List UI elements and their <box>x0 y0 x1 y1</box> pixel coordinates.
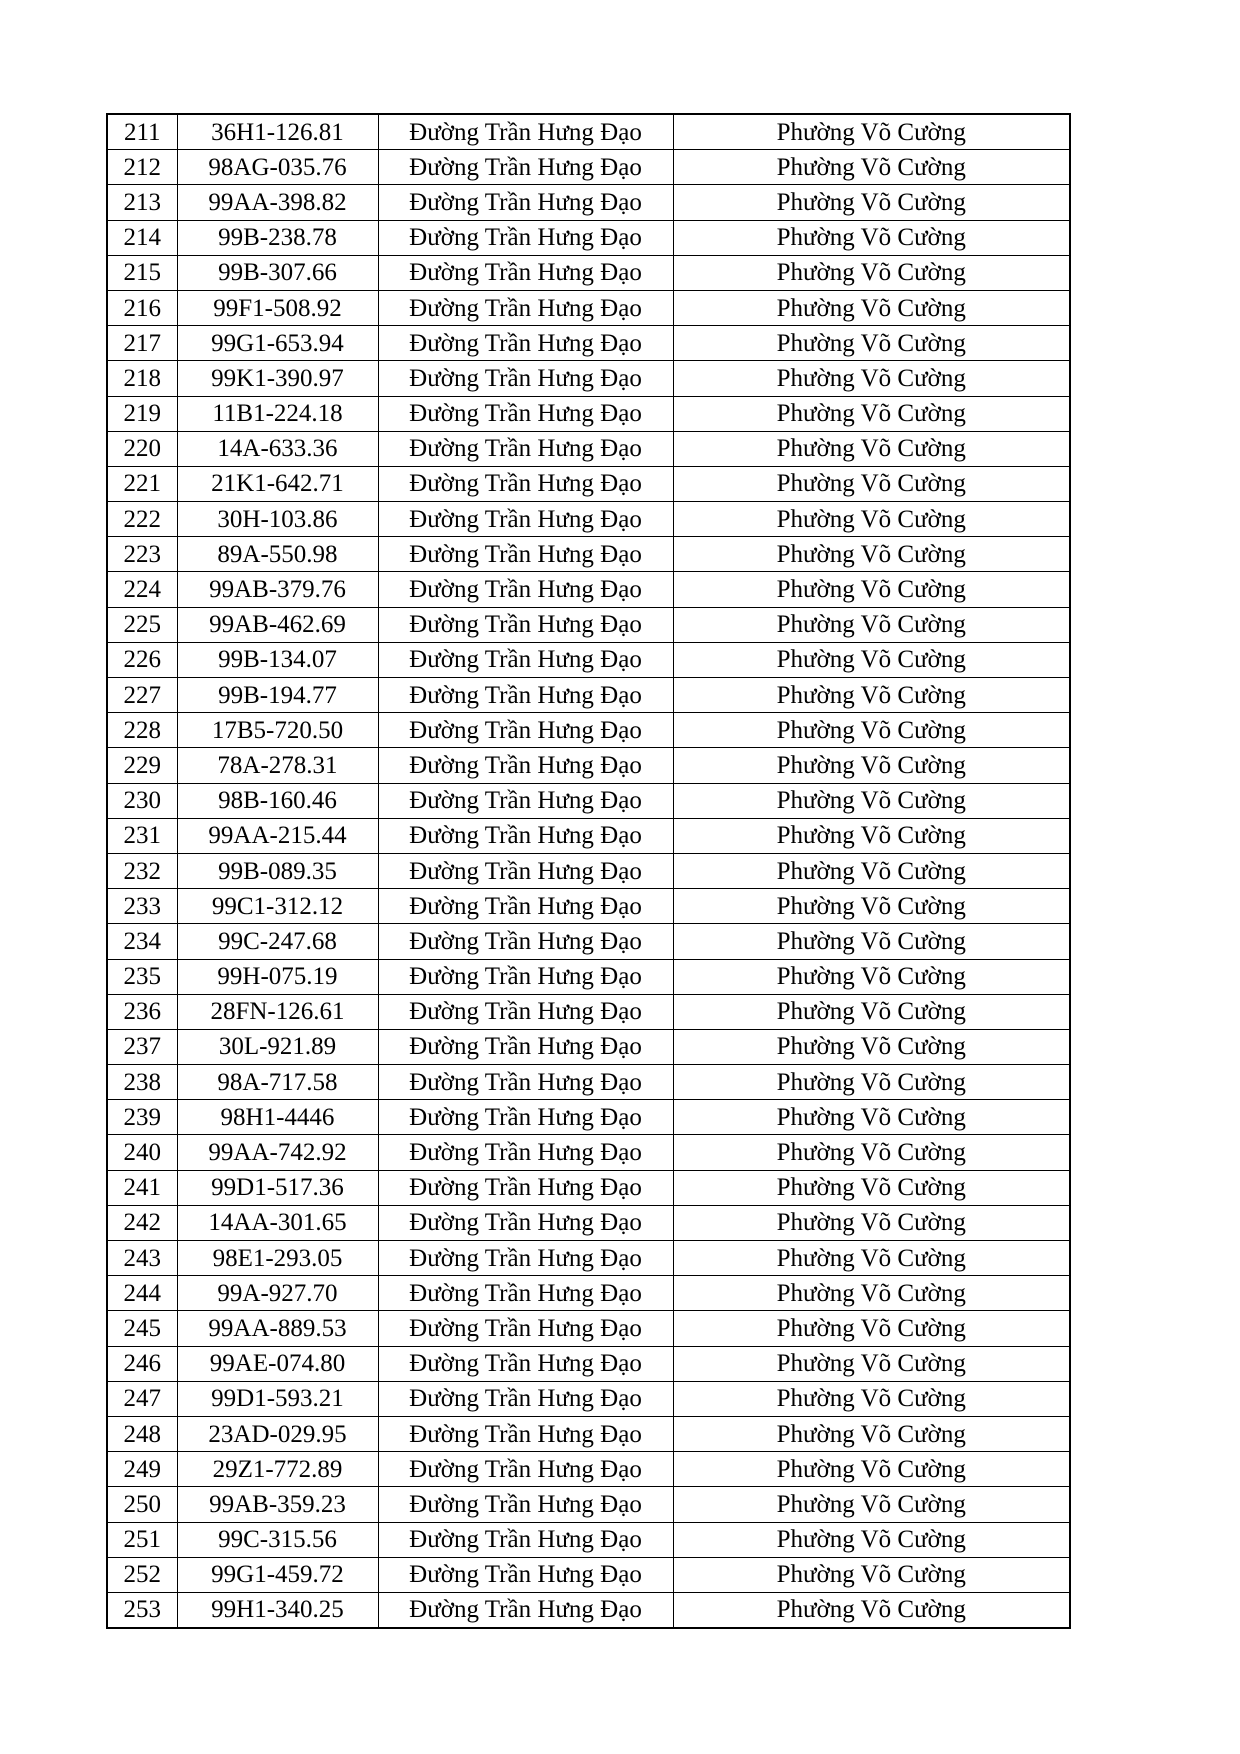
row-number-cell: 234 <box>107 924 177 959</box>
row-number-cell: 221 <box>107 466 177 501</box>
license-plate-cell: 99C-247.68 <box>177 924 378 959</box>
table-row <box>107 1100 1070 1135</box>
ward-cell: Phường Võ Cường <box>673 818 1070 853</box>
license-plate-cell: 99A-927.70 <box>177 1276 378 1311</box>
license-plate-cell: 99B-194.77 <box>177 678 378 713</box>
ward-cell: Phường Võ Cường <box>673 1276 1070 1311</box>
street-cell: Đường Trần Hưng Đạo <box>378 1276 673 1311</box>
license-plate-cell: 98H1-4446 <box>177 1100 378 1135</box>
ward-cell: Phường Võ Cường <box>673 1522 1070 1557</box>
ward-cell: Phường Võ Cường <box>673 748 1070 783</box>
license-plate-cell: 98B-160.46 <box>177 783 378 818</box>
row-number-cell: 212 <box>107 150 177 185</box>
row-number-cell: 241 <box>107 1170 177 1205</box>
row-number-cell: 220 <box>107 431 177 466</box>
license-plate-cell: 99B-089.35 <box>177 853 378 888</box>
table-row <box>107 255 1070 290</box>
row-number-cell: 217 <box>107 326 177 361</box>
row-number-cell: 246 <box>107 1346 177 1381</box>
street-cell: Đường Trần Hưng Đạo <box>378 220 673 255</box>
license-plate-cell: 23AD-029.95 <box>177 1416 378 1451</box>
table-row <box>107 1135 1070 1170</box>
row-number-cell: 238 <box>107 1065 177 1100</box>
ward-cell: Phường Võ Cường <box>673 150 1070 185</box>
ward-cell: Phường Võ Cường <box>673 396 1070 431</box>
street-cell: Đường Trần Hưng Đạo <box>378 361 673 396</box>
table-row <box>107 1557 1070 1592</box>
ward-cell: Phường Võ Cường <box>673 361 1070 396</box>
license-plate-cell: 99AB-379.76 <box>177 572 378 607</box>
row-number-cell: 240 <box>107 1135 177 1170</box>
street-cell: Đường Trần Hưng Đạo <box>378 396 673 431</box>
street-cell: Đường Trần Hưng Đạo <box>378 889 673 924</box>
license-plate-cell: 98A-717.58 <box>177 1065 378 1100</box>
table-row <box>107 361 1070 396</box>
street-cell: Đường Trần Hưng Đạo <box>378 924 673 959</box>
street-cell: Đường Trần Hưng Đạo <box>378 114 673 150</box>
table-row <box>107 748 1070 783</box>
row-number-cell: 233 <box>107 889 177 924</box>
row-number-cell: 249 <box>107 1452 177 1487</box>
street-cell: Đường Trần Hưng Đạo <box>378 1135 673 1170</box>
table-row <box>107 290 1070 325</box>
row-number-cell: 223 <box>107 537 177 572</box>
table-row <box>107 502 1070 537</box>
license-plate-cell: 29Z1-772.89 <box>177 1452 378 1487</box>
license-plate-cell: 28FN-126.61 <box>177 994 378 1029</box>
vehicle-plate-table <box>106 113 1071 1629</box>
ward-cell: Phường Võ Cường <box>673 1135 1070 1170</box>
table-row <box>107 1346 1070 1381</box>
table-row <box>107 537 1070 572</box>
license-plate-cell: 99AA-398.82 <box>177 185 378 220</box>
ward-cell: Phường Võ Cường <box>673 255 1070 290</box>
license-plate-cell: 98AG-035.76 <box>177 150 378 185</box>
license-plate-cell: 14AA-301.65 <box>177 1205 378 1240</box>
ward-cell: Phường Võ Cường <box>673 924 1070 959</box>
row-number-cell: 252 <box>107 1557 177 1592</box>
street-cell: Đường Trần Hưng Đạo <box>378 1346 673 1381</box>
row-number-cell: 236 <box>107 994 177 1029</box>
row-number-cell: 215 <box>107 255 177 290</box>
ward-cell: Phường Võ Cường <box>673 783 1070 818</box>
street-cell: Đường Trần Hưng Đạo <box>378 678 673 713</box>
license-plate-cell: 99AA-889.53 <box>177 1311 378 1346</box>
street-cell: Đường Trần Hưng Đạo <box>378 748 673 783</box>
table-row <box>107 818 1070 853</box>
street-cell: Đường Trần Hưng Đạo <box>378 537 673 572</box>
ward-cell: Phường Võ Cường <box>673 959 1070 994</box>
table-row <box>107 220 1070 255</box>
ward-cell: Phường Võ Cường <box>673 220 1070 255</box>
street-cell: Đường Trần Hưng Đạo <box>378 326 673 361</box>
row-number-cell: 248 <box>107 1416 177 1451</box>
ward-cell: Phường Võ Cường <box>673 607 1070 642</box>
street-cell: Đường Trần Hưng Đạo <box>378 431 673 466</box>
table-row <box>107 572 1070 607</box>
row-number-cell: 211 <box>107 114 177 150</box>
license-plate-cell: 99B-238.78 <box>177 220 378 255</box>
license-plate-cell: 99B-307.66 <box>177 255 378 290</box>
table-row <box>107 1065 1070 1100</box>
row-number-cell: 250 <box>107 1487 177 1522</box>
table-row <box>107 1276 1070 1311</box>
row-number-cell: 229 <box>107 748 177 783</box>
street-cell: Đường Trần Hưng Đạo <box>378 1381 673 1416</box>
street-cell: Đường Trần Hưng Đạo <box>378 853 673 888</box>
street-cell: Đường Trần Hưng Đạo <box>378 1100 673 1135</box>
table-row <box>107 853 1070 888</box>
ward-cell: Phường Võ Cường <box>673 326 1070 361</box>
ward-cell: Phường Võ Cường <box>673 185 1070 220</box>
table-row <box>107 1029 1070 1064</box>
ward-cell: Phường Võ Cường <box>673 1557 1070 1592</box>
ward-cell: Phường Võ Cường <box>673 1065 1070 1100</box>
street-cell: Đường Trần Hưng Đạo <box>378 185 673 220</box>
license-plate-cell: 99G1-653.94 <box>177 326 378 361</box>
street-cell: Đường Trần Hưng Đạo <box>378 994 673 1029</box>
table-row <box>107 959 1070 994</box>
row-number-cell: 213 <box>107 185 177 220</box>
street-cell: Đường Trần Hưng Đạo <box>378 1557 673 1592</box>
street-cell: Đường Trần Hưng Đạo <box>378 1452 673 1487</box>
license-plate-cell: 36H1-126.81 <box>177 114 378 150</box>
table-row <box>107 1170 1070 1205</box>
license-plate-cell: 14A-633.36 <box>177 431 378 466</box>
license-plate-cell: 89A-550.98 <box>177 537 378 572</box>
ward-cell: Phường Võ Cường <box>673 678 1070 713</box>
row-number-cell: 237 <box>107 1029 177 1064</box>
ward-cell: Phường Võ Cường <box>673 889 1070 924</box>
street-cell: Đường Trần Hưng Đạo <box>378 1487 673 1522</box>
street-cell: Đường Trần Hưng Đạo <box>378 1205 673 1240</box>
street-cell: Đường Trần Hưng Đạo <box>378 642 673 677</box>
table-row <box>107 924 1070 959</box>
license-plate-cell: 99C-315.56 <box>177 1522 378 1557</box>
table-row <box>107 185 1070 220</box>
ward-cell: Phường Võ Cường <box>673 1487 1070 1522</box>
license-plate-cell: 99C1-312.12 <box>177 889 378 924</box>
street-cell: Đường Trần Hưng Đạo <box>378 502 673 537</box>
table-row <box>107 713 1070 748</box>
ward-cell: Phường Võ Cường <box>673 1241 1070 1276</box>
ward-cell: Phường Võ Cường <box>673 1311 1070 1346</box>
street-cell: Đường Trần Hưng Đạo <box>378 1065 673 1100</box>
row-number-cell: 214 <box>107 220 177 255</box>
license-plate-cell: 99AB-359.23 <box>177 1487 378 1522</box>
row-number-cell: 222 <box>107 502 177 537</box>
license-plate-cell: 11B1-224.18 <box>177 396 378 431</box>
ward-cell: Phường Võ Cường <box>673 537 1070 572</box>
ward-cell: Phường Võ Cường <box>673 572 1070 607</box>
street-cell: Đường Trần Hưng Đạo <box>378 150 673 185</box>
table-body <box>107 114 1070 1628</box>
table-row <box>107 396 1070 431</box>
street-cell: Đường Trần Hưng Đạo <box>378 572 673 607</box>
row-number-cell: 235 <box>107 959 177 994</box>
license-plate-cell: 30H-103.86 <box>177 502 378 537</box>
street-cell: Đường Trần Hưng Đạo <box>378 1592 673 1628</box>
row-number-cell: 239 <box>107 1100 177 1135</box>
table-row <box>107 1487 1070 1522</box>
street-cell: Đường Trần Hưng Đạo <box>378 1170 673 1205</box>
ward-cell: Phường Võ Cường <box>673 1452 1070 1487</box>
license-plate-cell: 99AE-074.80 <box>177 1346 378 1381</box>
ward-cell: Phường Võ Cường <box>673 114 1070 150</box>
ward-cell: Phường Võ Cường <box>673 713 1070 748</box>
ward-cell: Phường Võ Cường <box>673 1381 1070 1416</box>
row-number-cell: 218 <box>107 361 177 396</box>
license-plate-cell: 99G1-459.72 <box>177 1557 378 1592</box>
row-number-cell: 231 <box>107 818 177 853</box>
ward-cell: Phường Võ Cường <box>673 290 1070 325</box>
license-plate-cell: 21K1-642.71 <box>177 466 378 501</box>
table-row <box>107 150 1070 185</box>
row-number-cell: 253 <box>107 1592 177 1628</box>
license-plate-cell: 99H-075.19 <box>177 959 378 994</box>
row-number-cell: 243 <box>107 1241 177 1276</box>
ward-cell: Phường Võ Cường <box>673 1346 1070 1381</box>
table-row <box>107 607 1070 642</box>
table-row <box>107 1311 1070 1346</box>
row-number-cell: 226 <box>107 642 177 677</box>
table-row <box>107 1205 1070 1240</box>
street-cell: Đường Trần Hưng Đạo <box>378 713 673 748</box>
street-cell: Đường Trần Hưng Đạo <box>378 466 673 501</box>
table-row <box>107 1452 1070 1487</box>
street-cell: Đường Trần Hưng Đạo <box>378 290 673 325</box>
table-row <box>107 326 1070 361</box>
ward-cell: Phường Võ Cường <box>673 1205 1070 1240</box>
street-cell: Đường Trần Hưng Đạo <box>378 783 673 818</box>
street-cell: Đường Trần Hưng Đạo <box>378 607 673 642</box>
ward-cell: Phường Võ Cường <box>673 642 1070 677</box>
table-row <box>107 678 1070 713</box>
street-cell: Đường Trần Hưng Đạo <box>378 1311 673 1346</box>
license-plate-cell: 99AB-462.69 <box>177 607 378 642</box>
street-cell: Đường Trần Hưng Đạo <box>378 1029 673 1064</box>
ward-cell: Phường Võ Cường <box>673 994 1070 1029</box>
ward-cell: Phường Võ Cường <box>673 1170 1070 1205</box>
license-plate-cell: 99F1-508.92 <box>177 290 378 325</box>
license-plate-cell: 78A-278.31 <box>177 748 378 783</box>
ward-cell: Phường Võ Cường <box>673 466 1070 501</box>
table-row <box>107 431 1070 466</box>
row-number-cell: 245 <box>107 1311 177 1346</box>
row-number-cell: 242 <box>107 1205 177 1240</box>
table-row <box>107 889 1070 924</box>
row-number-cell: 228 <box>107 713 177 748</box>
table-row <box>107 1381 1070 1416</box>
row-number-cell: 224 <box>107 572 177 607</box>
ward-cell: Phường Võ Cường <box>673 1592 1070 1628</box>
license-plate-cell: 98E1-293.05 <box>177 1241 378 1276</box>
row-number-cell: 227 <box>107 678 177 713</box>
table-row <box>107 1592 1070 1628</box>
ward-cell: Phường Võ Cường <box>673 853 1070 888</box>
row-number-cell: 244 <box>107 1276 177 1311</box>
table-row <box>107 783 1070 818</box>
ward-cell: Phường Võ Cường <box>673 1029 1070 1064</box>
row-number-cell: 251 <box>107 1522 177 1557</box>
ward-cell: Phường Võ Cường <box>673 1416 1070 1451</box>
license-plate-cell: 17B5-720.50 <box>177 713 378 748</box>
license-plate-cell: 99K1-390.97 <box>177 361 378 396</box>
license-plate-cell: 99AA-742.92 <box>177 1135 378 1170</box>
table-row <box>107 466 1070 501</box>
street-cell: Đường Trần Hưng Đạo <box>378 1522 673 1557</box>
row-number-cell: 230 <box>107 783 177 818</box>
street-cell: Đường Trần Hưng Đạo <box>378 255 673 290</box>
license-plate-cell: 99AA-215.44 <box>177 818 378 853</box>
row-number-cell: 216 <box>107 290 177 325</box>
license-plate-cell: 30L-921.89 <box>177 1029 378 1064</box>
license-plate-cell: 99B-134.07 <box>177 642 378 677</box>
ward-cell: Phường Võ Cường <box>673 1100 1070 1135</box>
table-row <box>107 1522 1070 1557</box>
table-row <box>107 1241 1070 1276</box>
row-number-cell: 219 <box>107 396 177 431</box>
table-row <box>107 994 1070 1029</box>
ward-cell: Phường Võ Cường <box>673 502 1070 537</box>
ward-cell: Phường Võ Cường <box>673 431 1070 466</box>
license-plate-cell: 99H1-340.25 <box>177 1592 378 1628</box>
table-row <box>107 642 1070 677</box>
row-number-cell: 247 <box>107 1381 177 1416</box>
row-number-cell: 225 <box>107 607 177 642</box>
table-row <box>107 1416 1070 1451</box>
street-cell: Đường Trần Hưng Đạo <box>378 1241 673 1276</box>
street-cell: Đường Trần Hưng Đạo <box>378 818 673 853</box>
row-number-cell: 232 <box>107 853 177 888</box>
license-plate-cell: 99D1-593.21 <box>177 1381 378 1416</box>
table-row <box>107 114 1070 150</box>
license-plate-cell: 99D1-517.36 <box>177 1170 378 1205</box>
street-cell: Đường Trần Hưng Đạo <box>378 959 673 994</box>
street-cell: Đường Trần Hưng Đạo <box>378 1416 673 1451</box>
